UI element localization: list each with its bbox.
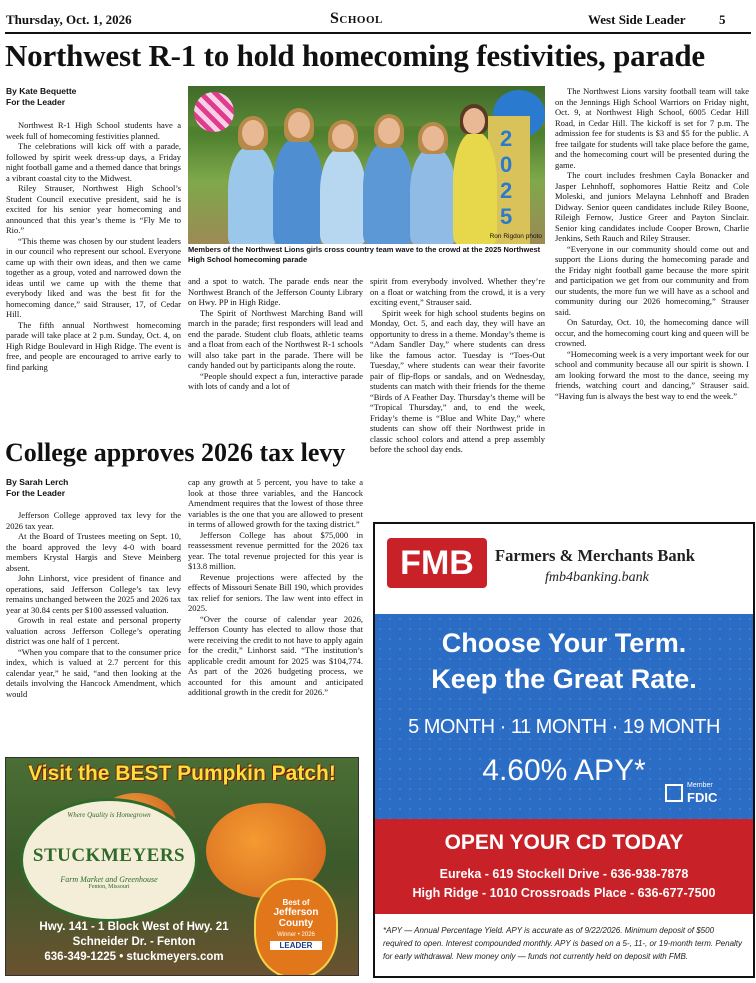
fmb-logo: FMB: [387, 538, 487, 588]
badge-leader: LEADER: [270, 941, 322, 950]
article-column-2: [188, 477, 363, 698]
ad-headline: Visit the BEST Pumpkin Patch!: [28, 762, 336, 785]
article-column-4: [555, 86, 749, 401]
logo-subtitle: Farm Market and Greenhouse: [60, 875, 158, 884]
apy-rate: 4.60% APY*: [482, 754, 646, 787]
byline-org: For the Leader: [6, 97, 66, 107]
paragraph: The Northwest Lions varsity football team will take on the Jennings High School Warriors on Friday night, Oct. 9, at Northwest High School, 6005 Cedar Hill Road, in Cedar Hill. The kickoff is set for 7 p.m. The admission fee for students is $3 and $5 for the public. A free tailgate for students will take place before the game, and the homecoming court will be presented during the game.: [555, 86, 749, 170]
paragraph: Growth in real estate and personal property valuation across Jefferson College’s operating district was one half of 1 percent.: [6, 615, 181, 646]
article-column-1: [6, 120, 181, 372]
badge-title: Jefferson County: [273, 907, 319, 929]
paragraph: Jefferson College has about $75,000 in reassessment revenue permitted for the 2026 tax year. The total revenue projected for this year is $13.8 million.: [188, 529, 363, 571]
paragraph: cap any growth at 5 percent, you have to take a look at those three variables, and the Hancock Amendment requires that the lowest of those three variables is the one that you are allowed to present in terms of allowed growth for the taxing district.”: [188, 477, 363, 529]
paragraph: Revenue projections were affected by the effects of Missouri Senate Bill 190, which provides tax relief for seniors. The law went into effect in 2025.: [188, 571, 364, 613]
badge-top: Best of: [282, 898, 310, 907]
paragraph: The Spirit of Northwest Marching Band will march in the parade; first responders will lead and end the parade. Student club floats, athletic teams and a float from each of the Northwest R-1 schools will also take part in the parade. There will be candy handed out by participants along the route.: [188, 307, 363, 370]
disclaimer: *APY — Annual Percentage Yield. APY is accurate as of 9/22/2026. Minimum deposit of $500 required to open. Interest compounded monthly. APY is based on a 5-, 11-, or 19-month term. Penalty for early withdrawal. New money only — funds not currently held on deposit with FMB.: [383, 926, 743, 961]
best-of-badge: [254, 878, 338, 976]
paragraph: Jefferson College approved tax levy for the 2026 tax year.: [6, 510, 181, 531]
member-label: Member: [687, 782, 713, 789]
article-headline: Northwest R-1 to hold homecoming festivities, parade: [5, 38, 705, 73]
byline-author: By Sarah Lerch: [6, 477, 69, 487]
cta-label: OPEN YOUR CD TODAY: [444, 831, 684, 854]
paragraph: Northwest R-1 High School students have a week full of homecoming festivities planned.: [6, 120, 181, 141]
paragraph: On Saturday, Oct. 10, the homecoming dance will occur, and the homecoming court king and queen will be crowned.: [555, 317, 749, 348]
ad-contact-line: 636-349-1225 • stuckmeyers.com: [44, 951, 224, 963]
paragraph: At the Board of Trustees meeting on Sept. 10, the board approved the levy 4-0 with board members Krystal Hargis and Steve Meinberg absent.: [6, 531, 181, 573]
ad-address-block: [14, 920, 254, 965]
section-name: School: [330, 10, 383, 27]
photo-caption: Members of the Northwest Lions girls cross country team wave to the crowd at the 2025 Northwest High School homecoming parade: [188, 245, 541, 264]
byline-author: By Kate Bequette: [6, 86, 77, 96]
logo-tagline: Where Quality is Homegrown: [67, 811, 151, 819]
pumpkin-patch-ad[interactable]: [5, 757, 359, 976]
rate-panel: [375, 614, 753, 819]
paragraph: spirit from everybody involved. Whether they’re on a float or watching from the crowd, it is a very exciting event,” Strauser said.: [370, 276, 545, 307]
article-column-1: [6, 510, 181, 699]
bank-url[interactable]: fmb4banking.bank: [545, 570, 649, 585]
ad-address-line: Schneider Dr. - Fenton: [72, 936, 196, 948]
paragraph: “This theme was chosen by our student leaders in our council who represent our school. Everyone came up with their own ideas, and then we came together as a group, voted and narrowed down the ideas until we came up with the theme that everybody liked and was the best fit for the homecoming dance,” said Strauser, 17, of Cedar Hill.: [6, 235, 181, 319]
ad-headline-2: Keep the Great Rate.: [431, 664, 697, 694]
branch-eureka: Eureka - 619 Stockell Drive - 636-938-7878: [439, 867, 689, 881]
paragraph: “Over the course of calendar year 2026, Jefferson County has elected to allow those that were receiving the credit to not have to apply again for the credit,” Linhorst said. “The institution’s applicable credit amount for 2025 was $104,774. As part of the 2026 budgeting process, we accounted for this amount and anticipated additional growth in the credit for 2026.”: [188, 613, 363, 697]
logo-brand: STUCKMEYERS: [32, 845, 186, 866]
paragraph: The court includes freshmen Cayla Bonacker and Jasper Lehnhoff, sophomores Hattie Reitz and Cole Moleski, and juniors Melayna Lehnhoff and Braden Didway. Senior queen candidates include Riley Boone, Rileigh Fernow, Justice Greer and Payton Sinclair. Senior king candidates include Cooper Brown, Charlie Jenkins, Seth Rauch and Riley Strauser.: [555, 170, 749, 243]
article-column-2: [188, 276, 363, 392]
ad-address-line: Hwy. 141 - 1 Block West of Hwy. 21: [39, 921, 229, 933]
fdic-logo: FDIC: [687, 790, 718, 805]
article-column-3: [370, 276, 545, 455]
paragraph: The celebrations will kick off with a parade, followed by spirit week dress-up days, a Friday night football game and a themed dance that brings a vibrant coastal city to the Midwest.: [6, 141, 181, 183]
cd-terms: 5 MONTH · 11 MONTH · 19 MONTH: [408, 716, 720, 738]
paragraph: Riley Strauser, Northwest High School’s Student Council executive president, said he is excited for his senior year homecoming and announced that this year’s theme is “Fly Me to Rio.”: [6, 183, 181, 235]
paragraph: John Linhorst, vice president of finance and operations, said Jefferson College’s tax levy remains unchanged between the 2025 and 2026 tax year at 30.84 cents per $100 assessed valuation.: [6, 573, 181, 615]
equal-housing-icon: [665, 784, 683, 802]
byline-org: For the Leader: [6, 488, 66, 498]
byline: [6, 86, 184, 108]
cta-panel: [375, 819, 753, 914]
page-date: Thursday, Oct. 1, 2026: [6, 12, 132, 27]
branch-high-ridge: High Ridge - 1010 Crossroads Place - 636-677-7500: [412, 886, 716, 900]
photo-credit: Ron Rigdon photo: [489, 233, 542, 240]
ad-headline-1: Choose Your Term.: [441, 628, 687, 658]
paragraph: “Everyone in our community should come out and support the Lions during the homecoming parade and the Friday night football game because the more spirit and participation we get from our community and from our students, the more fun we will have as a school and community during our 2026 homecoming,” Strauser said.: [555, 243, 749, 317]
paragraph: “People should expect a fun, interactive parade with lots of candy and a lot of: [188, 370, 363, 391]
bank-ad[interactable]: [373, 522, 755, 978]
badge-year: Winner • 2026: [277, 932, 315, 938]
paragraph: Spirit week for high school students begins on Monday, Oct. 5, and each day, they will have an opportunity to dress in a theme. Monday’s theme is “Adam Sandler Day,” where students can dress like the famous actor. Tuesday is “Toes-Out Tuesday,” where students can wear their favorite pair of flip-flops or sandals, and on Wednesday, students can match with their friends for the theme “Birds of A Feather Day. Thursday’s theme will be “Tropical Thursday,” and, to end the week, Friday’s theme is “Blue and White Day,” where students can show off their Northwest pride in classic school colors and attend a prep assembly before the school day ends.: [370, 307, 545, 454]
paragraph: The fifth annual Northwest homecoming parade will take place at 2 p.m. Sunday, Oct. 4, on High Ridge Boulevard in High Ridge. The event is free, and people are encouraged to arrive early to find parking: [6, 319, 181, 372]
byline: [6, 477, 184, 499]
paper-name: West Side Leader: [588, 12, 686, 27]
paragraph: “Homecoming week is a very important week for our school and community because all our spirit is shown. I am looking forward the most to the dance, seeing my friends, watching court and dancing,” Strauser said. “Having fun is always the best way to end the week.”: [555, 348, 749, 401]
bank-name: Farmers & Merchants Bank: [495, 546, 695, 565]
article-headline: College approves 2026 tax levy: [5, 438, 346, 467]
paragraph: and a spot to watch. The parade ends near the Northwest Branch of the Jefferson County Library on Hwy. PP in High Ridge.: [188, 276, 363, 307]
page-number: 5: [719, 12, 726, 27]
header-rule: [5, 32, 751, 34]
logo-location: Fenton, Missouri: [88, 884, 130, 890]
homecoming-photo: 2 0 2 5: [188, 86, 545, 244]
stuckmeyers-logo: [20, 798, 198, 922]
paragraph: “When you compare that to the consumer price index, which is valued at 2.7 percent for this calendar year,” he said, “and then looking at the details involving the Hancock Amendment, which would: [6, 646, 181, 699]
